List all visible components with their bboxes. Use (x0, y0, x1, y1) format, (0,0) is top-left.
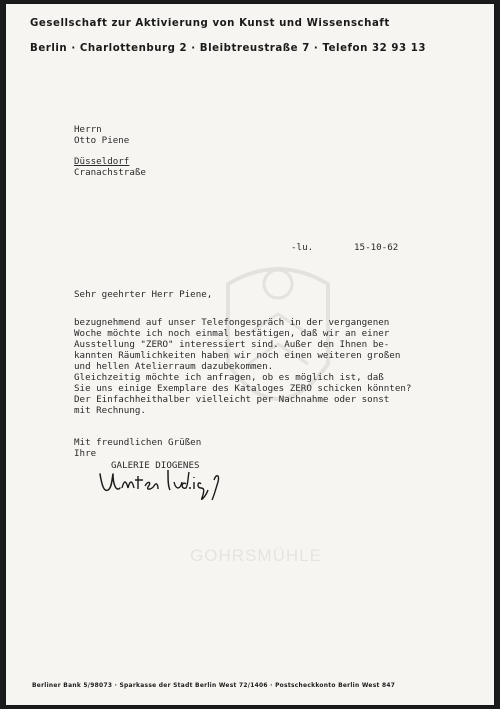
letter-sheet (6, 4, 494, 705)
body-line: Sie uns einige Exemplare des Kataloges ZERO schicken könnten? (74, 383, 412, 394)
recipient-salutation: Herrn (74, 124, 102, 135)
gallery-name: GALERIE DIOGENES (111, 460, 200, 471)
recipient-city: Düsseldorf (74, 156, 130, 167)
letterhead-address: Berlin · Charlottenburg 2 · Bleibtreustraße 7 · Telefon 32 93 13 (30, 43, 427, 54)
body-line: Woche möchte ich noch einmal bestätigen, daß wir an einer (74, 328, 390, 339)
body-line: bezugnehmend auf unser Telefongespräch in der vergangenen (74, 317, 390, 328)
recipient-address (74, 124, 146, 178)
handwritten-signature (98, 466, 248, 502)
footer-bank-details: Berliner Bank 5/98073 · Sparkasse der Stadt Berlin West 72/1406 · Postscheckkonto Berlin West 847 (32, 683, 396, 689)
reference-mark: -lu. (291, 242, 314, 253)
salutation: Sehr geehrter Herr Piene, (74, 289, 213, 300)
recipient-street: Cranachstraße (74, 167, 146, 178)
letter-date: 15-10-62 (354, 242, 399, 253)
body-line: und hellen Atelierraum dazubekommen. (74, 361, 274, 372)
body-line: mit Rechnung. (74, 405, 146, 416)
body-line: kannten Räumlichkeiten haben wir noch einen weiteren großen (74, 350, 401, 361)
recipient-name: Otto Piene (74, 135, 130, 146)
closing-ihre: Ihre (74, 448, 97, 459)
closing (74, 437, 201, 459)
letterhead-org: Gesellschaft zur Aktivierung von Kunst und Wissenschaft (30, 18, 390, 29)
letter-body (74, 317, 411, 416)
body-line: Gleichzeitig möchte ich anfragen, ob es möglich ist, daß (74, 372, 384, 383)
closing-greeting: Mit freundlichen Grüßen (74, 437, 202, 448)
body-line: Ausstellung "ZERO" interessiert sind. Außer den Ihnen be- (74, 339, 390, 350)
watermark-text: GOHRSMÜHLE (190, 546, 322, 565)
body-line: Der Einfachheithalber vielleicht per Nachnahme oder sonst (74, 394, 390, 405)
